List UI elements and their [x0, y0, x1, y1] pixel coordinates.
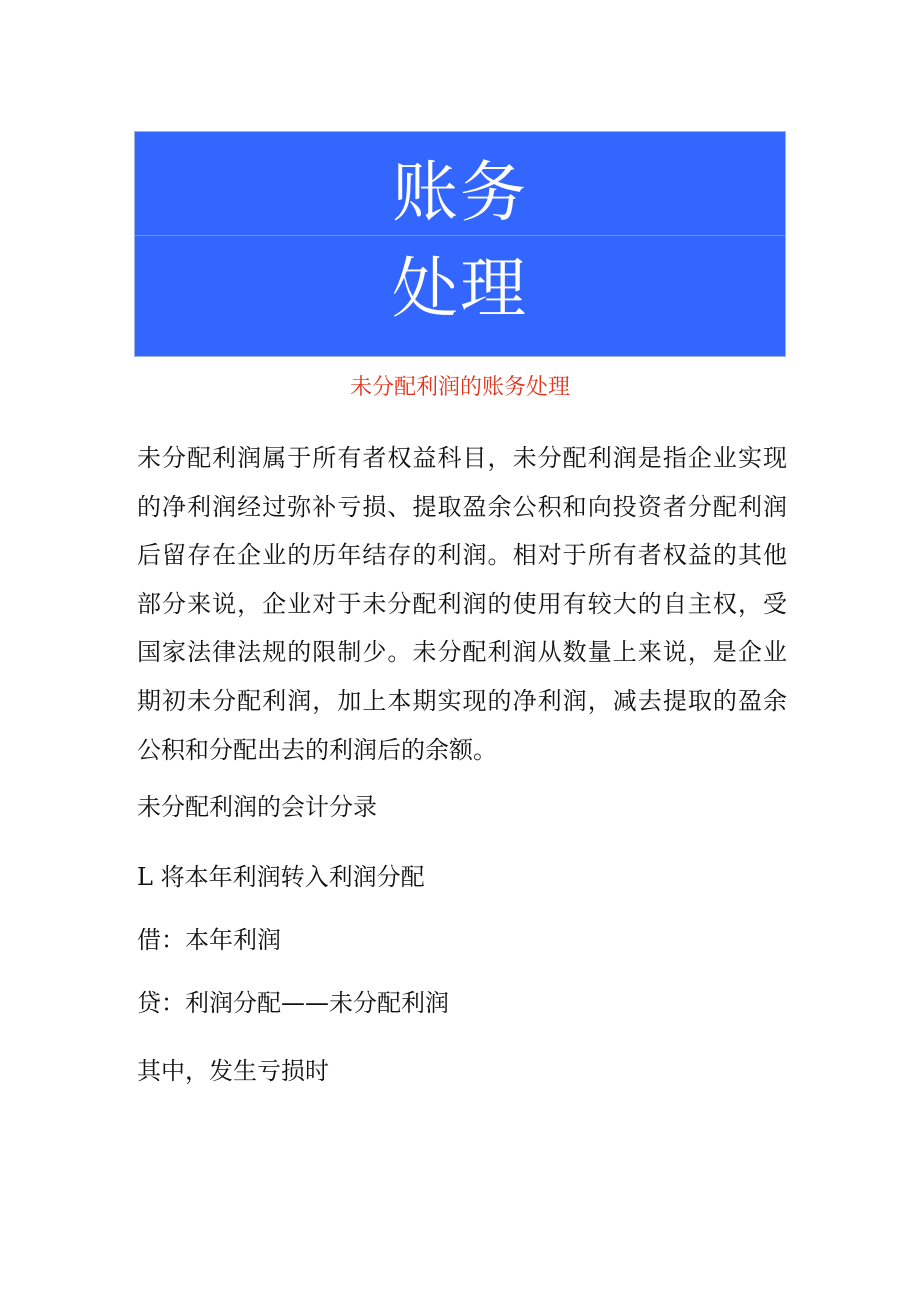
step-1-number: L — [137, 863, 153, 891]
credit-entry: 贷：利润分配——未分配利润 — [137, 989, 449, 1017]
step-1-text: 将本年利润转入利润分配 — [160, 863, 425, 891]
debit-entry: 借：本年利润 — [137, 926, 281, 954]
paragraph-line: 国家法律法规的限制少。未分配利润从数量上来说，是企业 — [137, 638, 787, 667]
paragraph-line: 公积和分配出去的利润后的余额。 — [137, 735, 497, 764]
loss-note: 其中，发生亏损时 — [137, 1057, 329, 1085]
banner-title-line-1: 账务 — [392, 154, 528, 231]
paragraph-line: 后留存在企业的历年结存的利润。相对于所有者权益的其他 — [137, 541, 787, 570]
banner-divider — [135, 235, 785, 236]
title-banner — [134, 131, 786, 357]
step-1 — [137, 862, 425, 892]
paragraph-line: 部分来说，企业对于未分配利润的使用有较大的自主权，受 — [137, 589, 787, 618]
paragraph-line: 未分配利润属于所有者权益科目，未分配利润是指企业实现 — [137, 444, 787, 472]
entries-heading: 未分配利润的会计分录 — [137, 793, 377, 821]
paragraph-line: 的净利润经过弥补亏损、提取盈余公积和向投资者分配利润 — [137, 492, 787, 521]
document-subtitle: 未分配利润的账务处理 — [349, 375, 570, 400]
banner-title-line-2: 处理 — [392, 250, 528, 327]
intro-paragraph — [137, 434, 787, 774]
paragraph-line: 期初未分配利润，加上本期实现的净利润，减去提取的盈余 — [137, 686, 787, 715]
